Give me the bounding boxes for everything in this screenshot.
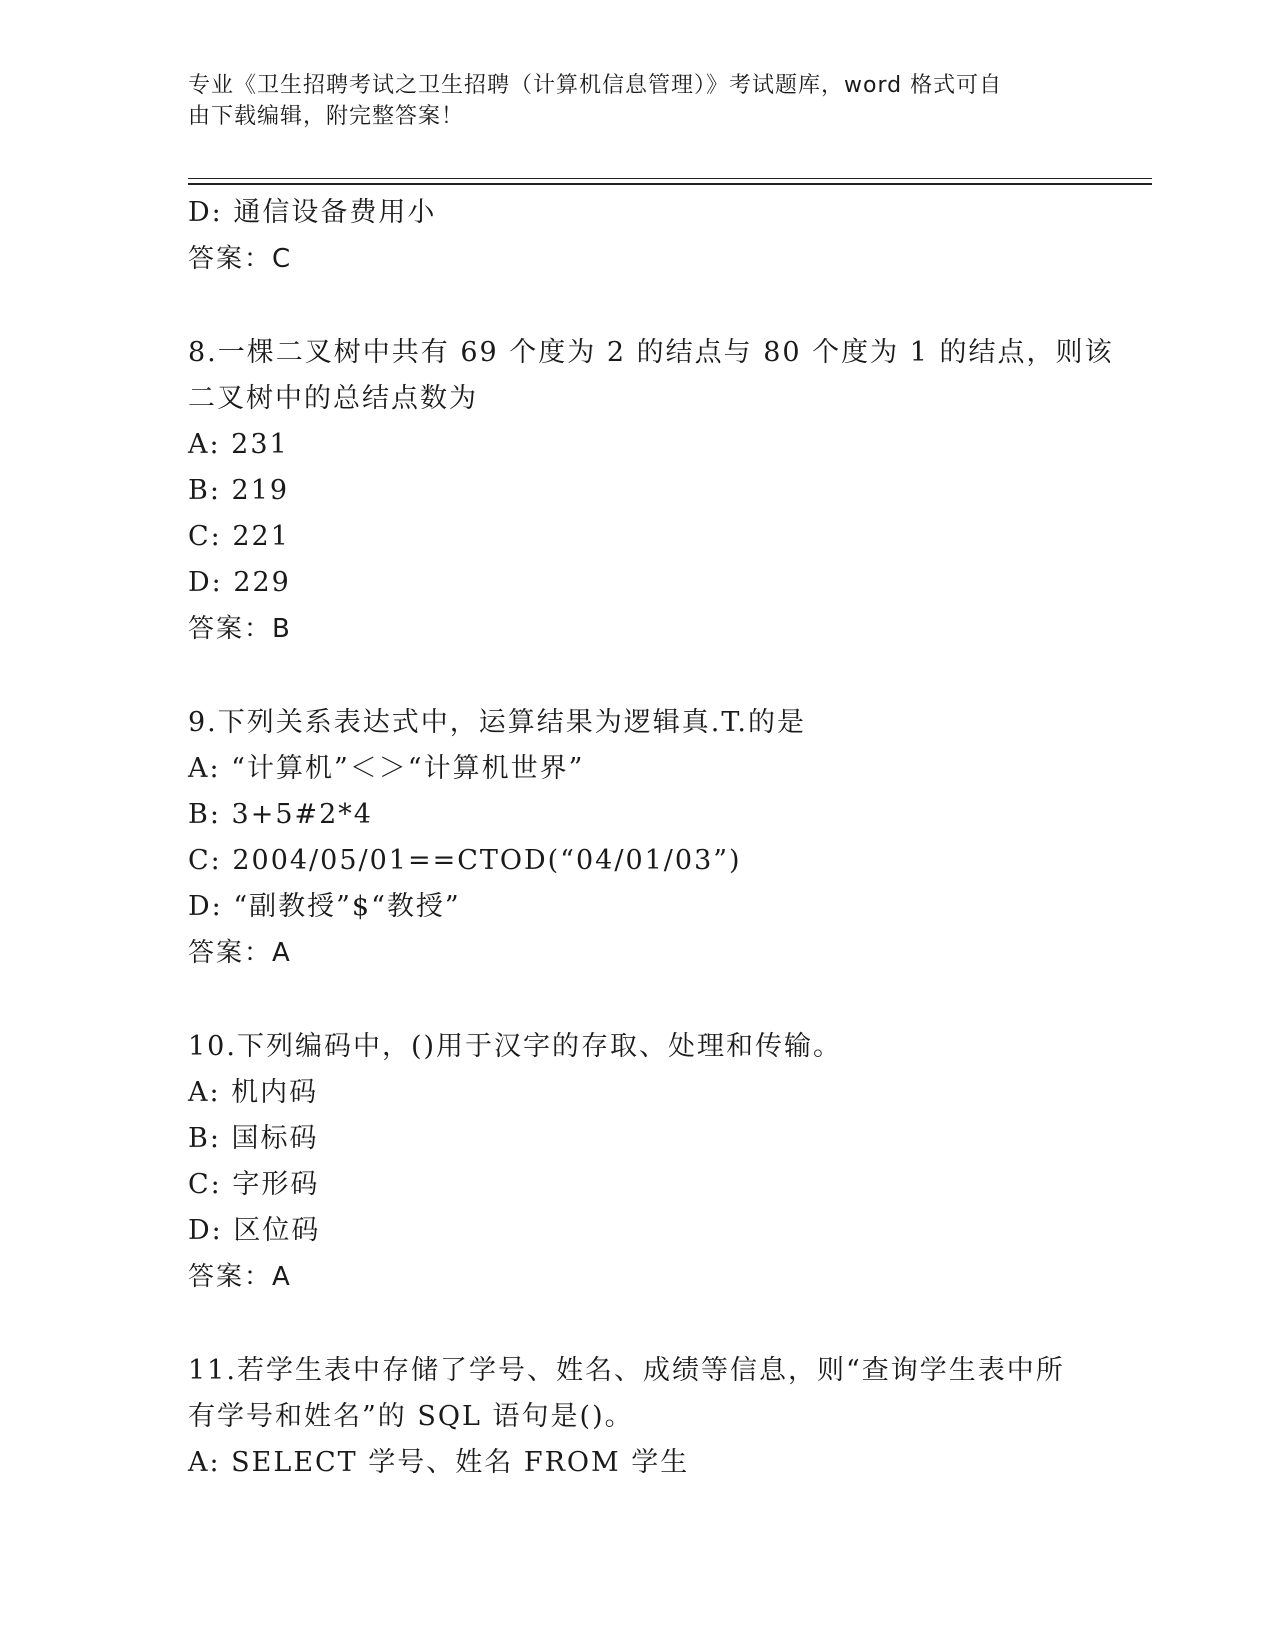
- option-a: A: “计算机”＜＞“计算机世界”: [188, 753, 585, 784]
- option-c: C: 2004/05/01==CTOD(“04/01/03”): [188, 845, 742, 876]
- question-title: 11.若学生表中存储了学号、姓名、成绩等信息，则“查询学生表中所: [188, 1355, 1065, 1386]
- option-d: D: 229: [188, 567, 291, 598]
- question-9: [188, 700, 1088, 746]
- spacer: [188, 652, 1088, 700]
- option-a: A: SELECT 学号、姓名 FROM 学生: [188, 1447, 690, 1478]
- question-11: [188, 1348, 1088, 1440]
- document-header: [188, 70, 1068, 132]
- question-8: [188, 330, 1114, 422]
- answer-line: 答案：A: [188, 1262, 292, 1292]
- option-d: D: 通信设备费用小: [188, 197, 437, 228]
- spacer: [188, 282, 1088, 330]
- spacer: [188, 1300, 1088, 1348]
- option-a: A: 机内码: [188, 1077, 319, 1108]
- answer-line: 答案：A: [188, 938, 292, 968]
- question-title-cont: 二叉树中的总结点数为: [188, 383, 478, 414]
- option-a: A: 231: [188, 429, 289, 460]
- question-10: [188, 1024, 1088, 1070]
- answer-line: 答案：B: [188, 614, 292, 644]
- question-title: 9.下列关系表达式中，运算结果为逻辑真.T.的是: [188, 707, 806, 738]
- option-c: C: 字形码: [188, 1169, 320, 1200]
- option-b: B: 国标码: [188, 1123, 319, 1154]
- header-divider-thick: [188, 183, 1152, 185]
- question-title-cont: 有学号和姓名”的 SQL 语句是()。: [188, 1401, 634, 1432]
- option-d: D: “副教授”$“教授”: [188, 891, 461, 922]
- option-b: B: 3+5#2*4: [188, 799, 373, 830]
- header-line-2: 由下载编辑，附完整答案！: [188, 104, 465, 129]
- question-title: 8.一棵二叉树中共有 69 个度为 2 的结点与 80 个度为 1 的结点，则该: [188, 337, 1114, 368]
- document-body: [188, 190, 1114, 1486]
- spacer: [188, 976, 1088, 1024]
- header-divider-thin: [188, 178, 1152, 179]
- option-b: B: 219: [188, 475, 290, 506]
- option-d: D: 区位码: [188, 1215, 321, 1246]
- question-title: 10.下列编码中，()用于汉字的存取、处理和传输。: [188, 1031, 843, 1062]
- answer-line: 答案：C: [188, 244, 293, 274]
- option-c: C: 221: [188, 521, 290, 552]
- header-line-1: 专业《卫生招聘考试之卫生招聘（计算机信息管理）》考试题库，word 格式可自: [188, 73, 1003, 98]
